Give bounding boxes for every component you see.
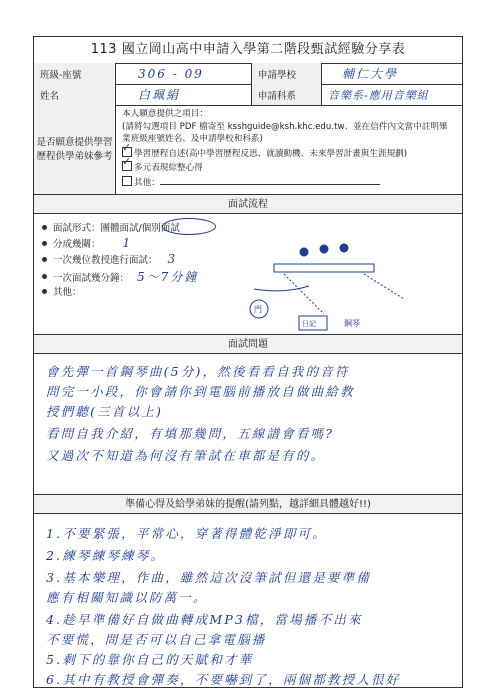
selected-circle xyxy=(162,218,216,235)
questions-heading: 面試問題 xyxy=(34,334,462,354)
advice-line-4: 應有相關知識以防萬一。 xyxy=(46,590,208,605)
checkbox-item-3[interactable] xyxy=(122,176,132,186)
advice-line-2: 2.練琴練琴練琴。 xyxy=(46,548,166,563)
experience-form xyxy=(33,36,463,688)
class-seat-value: 306 - 09 xyxy=(116,63,252,84)
form-title: 113 國立岡山高中申請入學第二階段甄試經驗分享表 xyxy=(34,37,462,64)
process-other: 其他： xyxy=(42,284,82,298)
advice-line-5: 4.趁早準備好自做曲轉成MP3檔，當場播不出來 xyxy=(46,612,363,627)
school-label: 申請學校 xyxy=(252,63,322,84)
share-instruction: (請將勾選項目 PDF 檔寄至 ksshguide@ksh.khc.edu.tw、並在信件內文當中註明畢業班級座號姓名、及申請學校和科系) xyxy=(122,121,448,144)
school-value: 輔仁大學 xyxy=(342,67,399,81)
process-minutes: 一次面試幾分鐘： 5～7分鐘 xyxy=(42,268,198,285)
share-label: 是否願意提供學習歷程供學弟妹參考 xyxy=(34,105,116,195)
sketch-label-piano: 鋼琴 xyxy=(344,319,360,328)
question-line-3: 授們聽(三首以上) xyxy=(46,404,164,419)
share-item-3: 其他： xyxy=(122,175,456,190)
questions-section xyxy=(34,354,462,494)
name-label: 姓名 xyxy=(34,84,116,105)
info-row-2 xyxy=(34,84,462,106)
share-item-1: ✓學習歷程自述(高中學習歷程反思、就讀動機、未來學習計畫與生涯規劃) xyxy=(122,146,456,161)
share-content xyxy=(116,105,462,195)
share-row xyxy=(34,105,462,196)
advice-line-6: 不要慌，問是否可以自己拿電腦播 xyxy=(46,632,267,647)
table-shape xyxy=(274,264,374,272)
bullet-icon xyxy=(42,257,47,262)
advice-line-8: 6.其中有教授會彈奏，不要嚇到了，兩個都教授人很好 xyxy=(46,672,401,687)
question-line-2: 問完一小段，你會請你到電腦前播放自做曲給教 xyxy=(46,384,355,399)
question-line-1: 會先彈一首鋼琴曲(5分)，然後看看自我的音符 xyxy=(46,364,350,379)
share-item-2: ✓多元表現綜整心得 xyxy=(122,160,456,175)
question-line-5: 又過次不知道為何沒有筆試在車都是有的。 xyxy=(46,448,326,463)
bullet-icon xyxy=(42,274,47,279)
process-groups: 分成幾關： 1 xyxy=(42,236,132,250)
sketch-label-diary: 日記 xyxy=(302,320,316,328)
process-section xyxy=(34,214,462,334)
advice-section xyxy=(34,514,462,689)
process-heading: 面試流程 xyxy=(34,194,462,214)
name-value: 白珮絹 xyxy=(116,84,252,105)
advice-line-7: 5.剩下的靠你自己的天賦和才華 xyxy=(46,652,254,667)
advice-line-1: 1.不要緊張，平常心，穿著得體乾淨即可。 xyxy=(46,526,327,541)
advice-heading: 準備心得及給學弟妹的提醒(請列點，越詳細具體越好!!) xyxy=(34,494,462,514)
dept-value: 音樂系-應用音樂組 xyxy=(328,88,429,102)
process-form: 面試形式： 團體面試/個別面試 xyxy=(42,220,180,234)
share-intro: 本人願意提供之項目： xyxy=(122,109,208,119)
bullet-icon xyxy=(42,241,47,246)
class-seat-label: 班級-座號 xyxy=(34,63,116,84)
dept-label: 申請科系 xyxy=(252,84,322,105)
sketch-label-door: 門 xyxy=(254,305,262,314)
room-sketch xyxy=(214,214,454,334)
process-profs: 一次幾位教授進行面試： 3 xyxy=(42,252,177,266)
other-underline xyxy=(160,176,380,185)
bullet-icon xyxy=(42,289,47,294)
advice-line-3: 3.基本樂理，作曲，雖然這次沒筆試但還是要準備 xyxy=(46,570,372,585)
bullet-icon xyxy=(42,225,47,230)
checkbox-item-2[interactable] xyxy=(122,161,132,171)
info-row-1 xyxy=(34,63,462,85)
question-line-4: 看問自我介紹，有填那幾問，五線譜會看嗎? xyxy=(46,426,335,441)
